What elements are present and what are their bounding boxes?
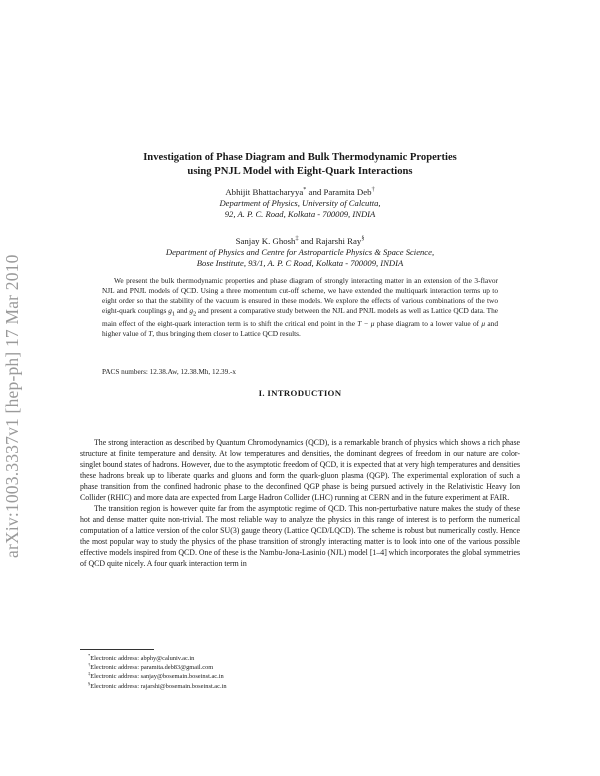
arxiv-identifier-stamp: arXiv:1003.3337v1 [hep-ph] 17 Mar 2010 xyxy=(2,254,22,558)
title-line-2: using PNJL Model with Eight-Quark Interactions xyxy=(187,166,413,177)
footnote-email: §Electronic address: rajarshi@bosemain.boseinst.ac.in xyxy=(88,680,227,690)
footnote-email: †Electronic address: paramita.deb83@gmail.com xyxy=(88,662,214,672)
footnote-email: ‡Electronic address: sanjay@bosemain.boseinst.ac.in xyxy=(88,671,224,681)
author-names: Abhijit Bhattacharyya* and Paramita Deb† xyxy=(225,187,375,197)
footnote-email: *Electronic address: abphy@caluniv.ac.in xyxy=(88,652,195,662)
paragraph: The strong interaction as described by Quantum Chromodynamics (QCD), is a remarkable branch of physics which shows a rich phase structure at finite temperature and density. At low temperatures and densities, the dominant degrees of freedom in our nature are color-singlet bound states of hadrons. However, due to the asymptotic freedom of QCD, it is expected that at very high temperatures and densities these hadrons break up to liberate quarks and gluons and form the quark-gluon plasma (QGP). The experimental exploration of such a phase transition from the confined hadronic phase to the deconfined QGP phase is being pursued actively in the Relativistic Heavy Ion Collider (RHIC) and more data are expected from Large Hadron Collider (LHC) running at CERN and in the future experiment at FAIR. xyxy=(80,438,520,502)
section-heading-introduction: I. INTRODUCTION xyxy=(258,388,342,398)
introduction-body xyxy=(80,438,520,570)
abstract: We present the bulk thermodynamic properties and phase diagram of strongly interacting matter in an extension of the 3-flavor NJL and PNJL models of QCD. Using a three momentum cut-off scheme, we have extended the multiquark interaction terms up to eight order so that the stability of the vacuum is ensured in these models. We explore the effects of various combinations of the two eight-quark couplings $g_1$ and $g_2$ and present a comparative study between the NJL and PNJL models as well as Lattice QCD data. The main effect of the eight-quark interaction term is to shift the critical end point in the T − μ phase diagram to a lower value of μ and higher value of T, thus bringing them closer to Lattice QCD results. xyxy=(102,276,499,339)
pacs-numbers: PACS numbers: 12.38.Aw, 12.38.Mh, 12.39.-x xyxy=(102,368,236,376)
paragraph: The transition region is however quite far from the asymptotic regime of QCD. This non-perturbative nature makes the study of these hot and dense matter quite non-trivial. The most reliable way to analyze the physics in this range of interest is to perform the numerical computation of a lattice version of the color SU(3) gauge theory (Lattice QCD/LQCD). The scheme is robust but numerically costly. Hence the most popular way to study the physics of the phase transition of strongly interacting matter is to look into one of the various possible effective models inspired from QCD. One of these is the Nambu-Jona-Lasinio (NJL) model [1–4] which incorporates the global symmetries of QCD quite nicely. A four quark interaction term in xyxy=(80,504,520,568)
footnotes xyxy=(88,654,227,691)
affiliation-address: 92, A. P. C. Road, Kolkata - 700009, INDIA xyxy=(224,209,376,220)
affiliation-line: Department of Physics and Centre for Astroparticle Physics & Space Science, xyxy=(165,247,435,258)
footnote-divider xyxy=(80,649,154,650)
affiliation-address: Bose Institute, 93/1, A. P. C Road, Kolkata - 700009, INDIA xyxy=(196,258,404,269)
title-line-1: Investigation of Phase Diagram and Bulk Thermodynamic Properties xyxy=(143,152,457,163)
affiliation-line: Department of Physics, University of Calcutta, xyxy=(219,198,381,209)
author-block-calcutta xyxy=(80,187,520,221)
author-block-bose xyxy=(80,236,520,270)
author-names: Sanjay K. Ghosh‡ and Rajarshi Ray§ xyxy=(235,236,365,246)
paper-title xyxy=(80,151,520,179)
